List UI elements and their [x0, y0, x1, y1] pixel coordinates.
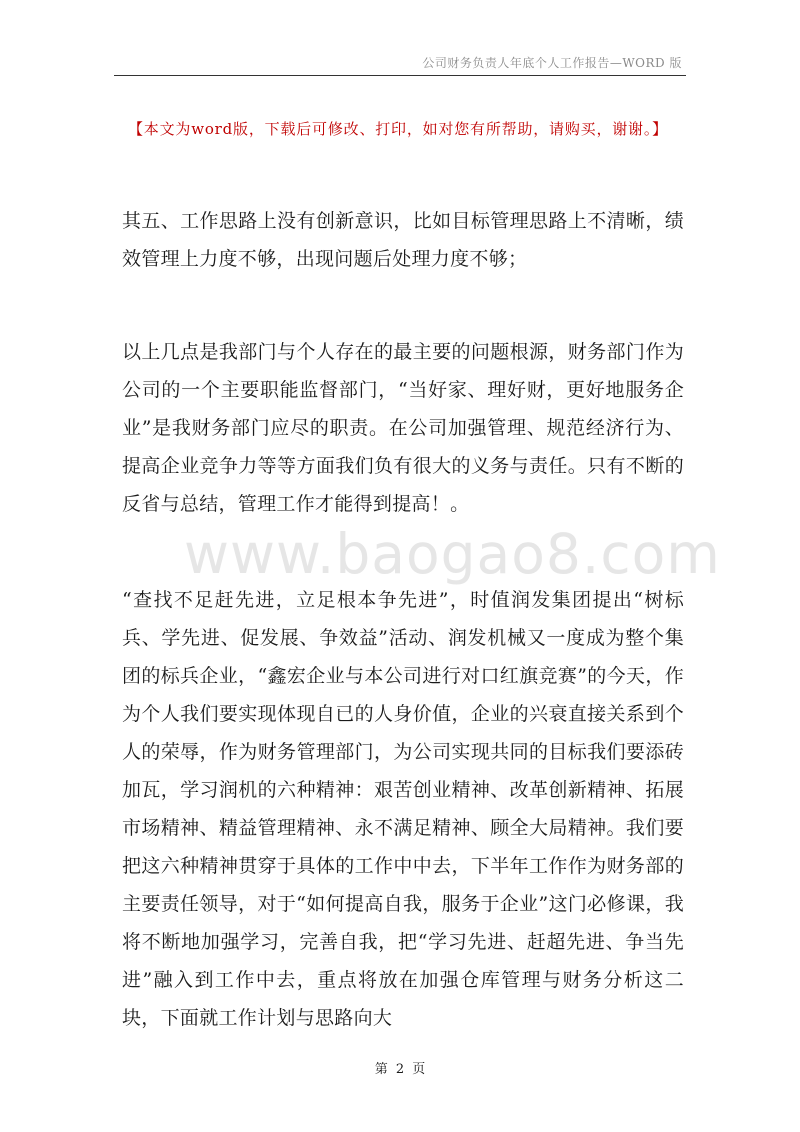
- paragraph-1: 其五、工作思路上没有创新意识，比如目标管理思路上不清晰，绩效管理上力度不够，出现问题后处理力度不够；: [122, 210, 684, 270]
- page-footer: [0, 1058, 800, 1077]
- header-divider: [114, 75, 686, 76]
- footer-suffix: 页: [412, 1062, 426, 1077]
- paragraph-2: 以上几点是我部门与个人存在的最主要的问题根源，财务部门作为公司的一个主要职能监督部门，“当好家、理好财，更好地服务企业”是我财务部门应尽的职责。在公司加强管理、规范经济行为、提高企业竞争力等等方面我们负有很大的义务与责任。只有不断的反省与总结，管理工作才能得到提高！。: [122, 341, 684, 515]
- header-title: 公司财务负责人年底个人工作报告—WORD 版: [422, 56, 682, 70]
- page-number: 2: [395, 1062, 405, 1077]
- footer-prefix: 第: [374, 1062, 388, 1077]
- watermark: www.baogao8.com: [184, 522, 721, 586]
- purchase-notice: 【本文为word版，下载后可修改、打印，如对您有所帮助，请购买，谢谢。】: [128, 120, 668, 138]
- paragraph-3: “查找不足赶先进，立足根本争先进”，时值润发集团提出“树标兵、学先进、促发展、争效益”活动、润发机械又一度成为整个集团的标兵企业，“鑫宏企业与本公司进行对口红旗竞赛”的今天，作为个人我们要实现体现自已的人身价值，企业的兴衰直接关系到个人的荣辱，作为财务管理部门，为公司实现共同的目标我们要添砖加瓦，学习润机的六种精神：艰苦创业精神、改革创新精神、拓展市场精神、精益管理精神、永不满足精神、顾全大局精神。我们要把这六种精神贯穿于具体的工作中中去，下半年工作作为财务部的主要责任领导，对于“如何提高自我，服务于企业”这门必修课，我将不断地加强学习，完善自我，把“学习先进、赶超先进、争当先进”融入到工作中去，重点将放在加强仓库管理与财务分析这二块，下面就工作计划与思路向大: [122, 589, 684, 1029]
